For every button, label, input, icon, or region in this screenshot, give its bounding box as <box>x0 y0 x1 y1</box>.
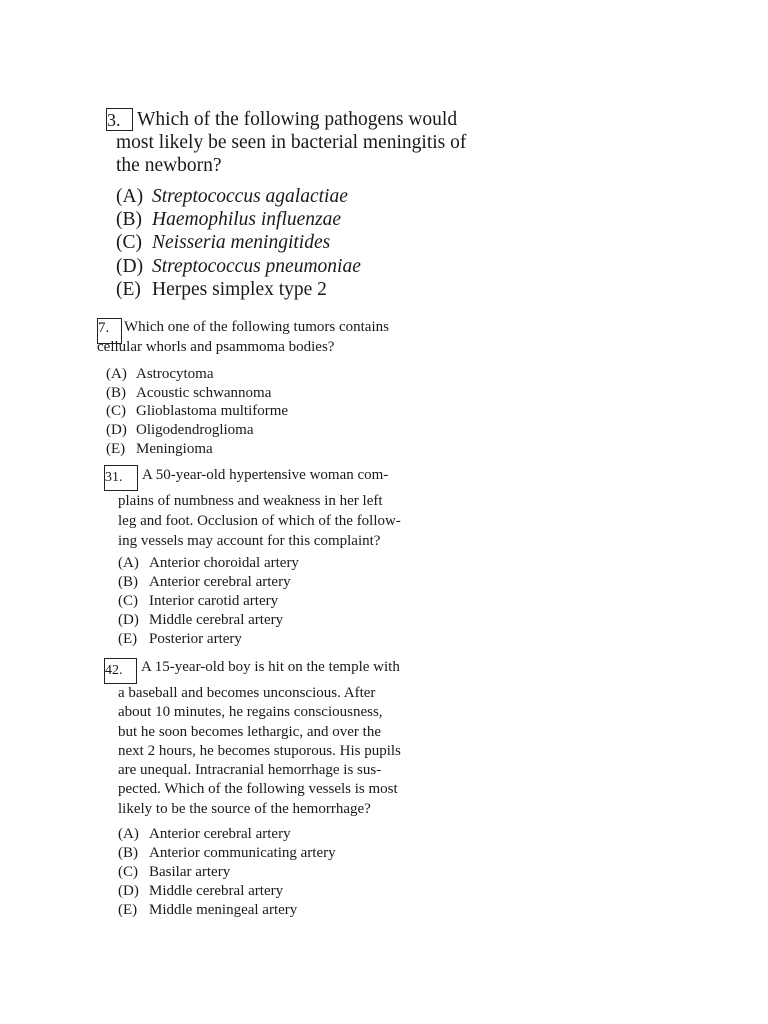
stem-line: ing vessels may account for this complaint? <box>118 533 381 549</box>
option-text: Meningioma <box>136 440 213 457</box>
option-text: Acoustic schwannoma <box>136 384 272 401</box>
question-block <box>104 465 432 649</box>
option-letter: (C) <box>118 864 138 881</box>
option-text: Anterior choroidal artery <box>149 555 299 571</box>
stem-line: cellular whorls and psammoma bodies? <box>97 339 335 355</box>
option-letter: (B) <box>116 209 142 231</box>
option-text: Oligodendroglioma <box>136 422 254 439</box>
question-number-box: 31. <box>104 465 138 491</box>
stem-line: next 2 hours, he becomes stuporous. His pupils <box>118 742 401 759</box>
answer-option[interactable] <box>104 554 432 573</box>
stem-line: a baseball and becomes unconscious. After <box>118 685 376 701</box>
answer-option[interactable] <box>106 208 496 231</box>
option-letter: (A) <box>118 555 139 571</box>
question-number-box: 3. <box>106 108 133 131</box>
answer-options <box>97 365 417 459</box>
answer-option[interactable] <box>104 844 432 863</box>
question-number-box: 42. <box>104 658 137 684</box>
answer-option[interactable] <box>104 863 432 882</box>
option-letter: (C) <box>106 403 126 420</box>
stem-line: plains of numbness and weakness in her left <box>118 493 383 509</box>
option-letter: (B) <box>118 845 138 862</box>
question-number-box: 7. <box>97 318 122 344</box>
answer-option[interactable] <box>106 185 496 208</box>
option-text: Basilar artery <box>149 864 231 881</box>
stem-line: but he soon becomes lethargic, and over the <box>118 723 381 740</box>
option-text: Interior carotid artery <box>149 593 279 609</box>
answer-option[interactable] <box>104 882 432 901</box>
question-stem <box>97 318 417 357</box>
option-letter: (B) <box>118 574 138 590</box>
option-text: Astrocytoma <box>136 366 214 382</box>
option-text: Herpes simplex type 2 <box>152 278 327 300</box>
answer-option[interactable] <box>97 421 417 440</box>
stem-line: Which one of the following tumors contains <box>124 319 389 335</box>
answer-option[interactable] <box>104 901 432 920</box>
answer-option[interactable] <box>104 611 432 630</box>
option-letter: (D) <box>106 422 127 439</box>
stem-line: about 10 minutes, he regains consciousness, <box>118 704 383 721</box>
stem-line: Which of the following pathogens would <box>137 109 458 130</box>
option-letter: (E) <box>116 278 141 300</box>
stem-line: leg and foot. Occlusion of which of the follow- <box>118 513 401 529</box>
answer-option[interactable] <box>106 255 496 278</box>
stem-line: A 50-year-old hypertensive woman com- <box>142 467 389 483</box>
option-text: Neisseria meningitides <box>152 232 331 254</box>
option-text: Streptococcus agalactiae <box>152 186 348 207</box>
option-letter: (A) <box>116 186 144 207</box>
option-letter: (E) <box>106 440 126 457</box>
stem-line: are unequal. Intracranial hemorrhage is sus- <box>118 762 382 779</box>
option-text: Glioblastoma multiforme <box>136 403 289 420</box>
option-letter: (C) <box>116 232 142 254</box>
question-stem <box>104 658 432 819</box>
option-letter: (B) <box>106 384 126 401</box>
option-text: Anterior cerebral artery <box>149 574 291 590</box>
answer-option[interactable] <box>106 278 496 301</box>
answer-option[interactable] <box>97 365 417 384</box>
option-text: Haemophilus influenzae <box>152 209 342 231</box>
option-letter: (E) <box>118 902 138 919</box>
option-letter: (E) <box>118 631 138 647</box>
stem-line: the newborn? <box>116 155 222 176</box>
question-stem <box>106 108 496 177</box>
answer-options <box>104 554 432 649</box>
stem-line: A 15-year-old boy is hit on the temple with <box>141 659 400 675</box>
option-text: Anterior cerebral artery <box>149 826 291 843</box>
option-letter: (C) <box>118 593 138 609</box>
answer-option[interactable] <box>97 440 417 459</box>
stem-line: pected. Which of the following vessels is most <box>118 781 398 798</box>
answer-options <box>106 185 496 301</box>
answer-option[interactable] <box>104 573 432 592</box>
answer-option[interactable] <box>97 402 417 421</box>
option-text: Middle cerebral artery <box>149 612 284 628</box>
option-letter: (A) <box>118 826 139 843</box>
answer-option[interactable] <box>104 825 432 844</box>
answer-option[interactable] <box>104 592 432 611</box>
answer-option[interactable] <box>106 231 496 254</box>
question-stem <box>104 465 432 551</box>
question-block <box>104 658 432 920</box>
stem-line: most likely be seen in bacterial meningitis of <box>116 132 467 153</box>
option-letter: (D) <box>118 612 139 628</box>
question-block <box>97 318 417 459</box>
option-text: Streptococcus pneumoniae <box>152 255 361 277</box>
option-text: Middle meningeal artery <box>149 902 298 919</box>
answer-option[interactable] <box>97 384 417 403</box>
option-letter: (D) <box>118 883 139 900</box>
answer-option[interactable] <box>104 630 432 649</box>
option-text: Anterior communicating artery <box>149 845 336 862</box>
answer-options <box>104 825 432 920</box>
option-text: Middle cerebral artery <box>149 883 284 900</box>
option-letter: (D) <box>116 255 144 277</box>
stem-line: likely to be the source of the hemorrhage? <box>118 800 371 817</box>
question-block <box>106 108 496 301</box>
option-text: Posterior artery <box>149 631 242 647</box>
option-letter: (A) <box>106 366 127 382</box>
